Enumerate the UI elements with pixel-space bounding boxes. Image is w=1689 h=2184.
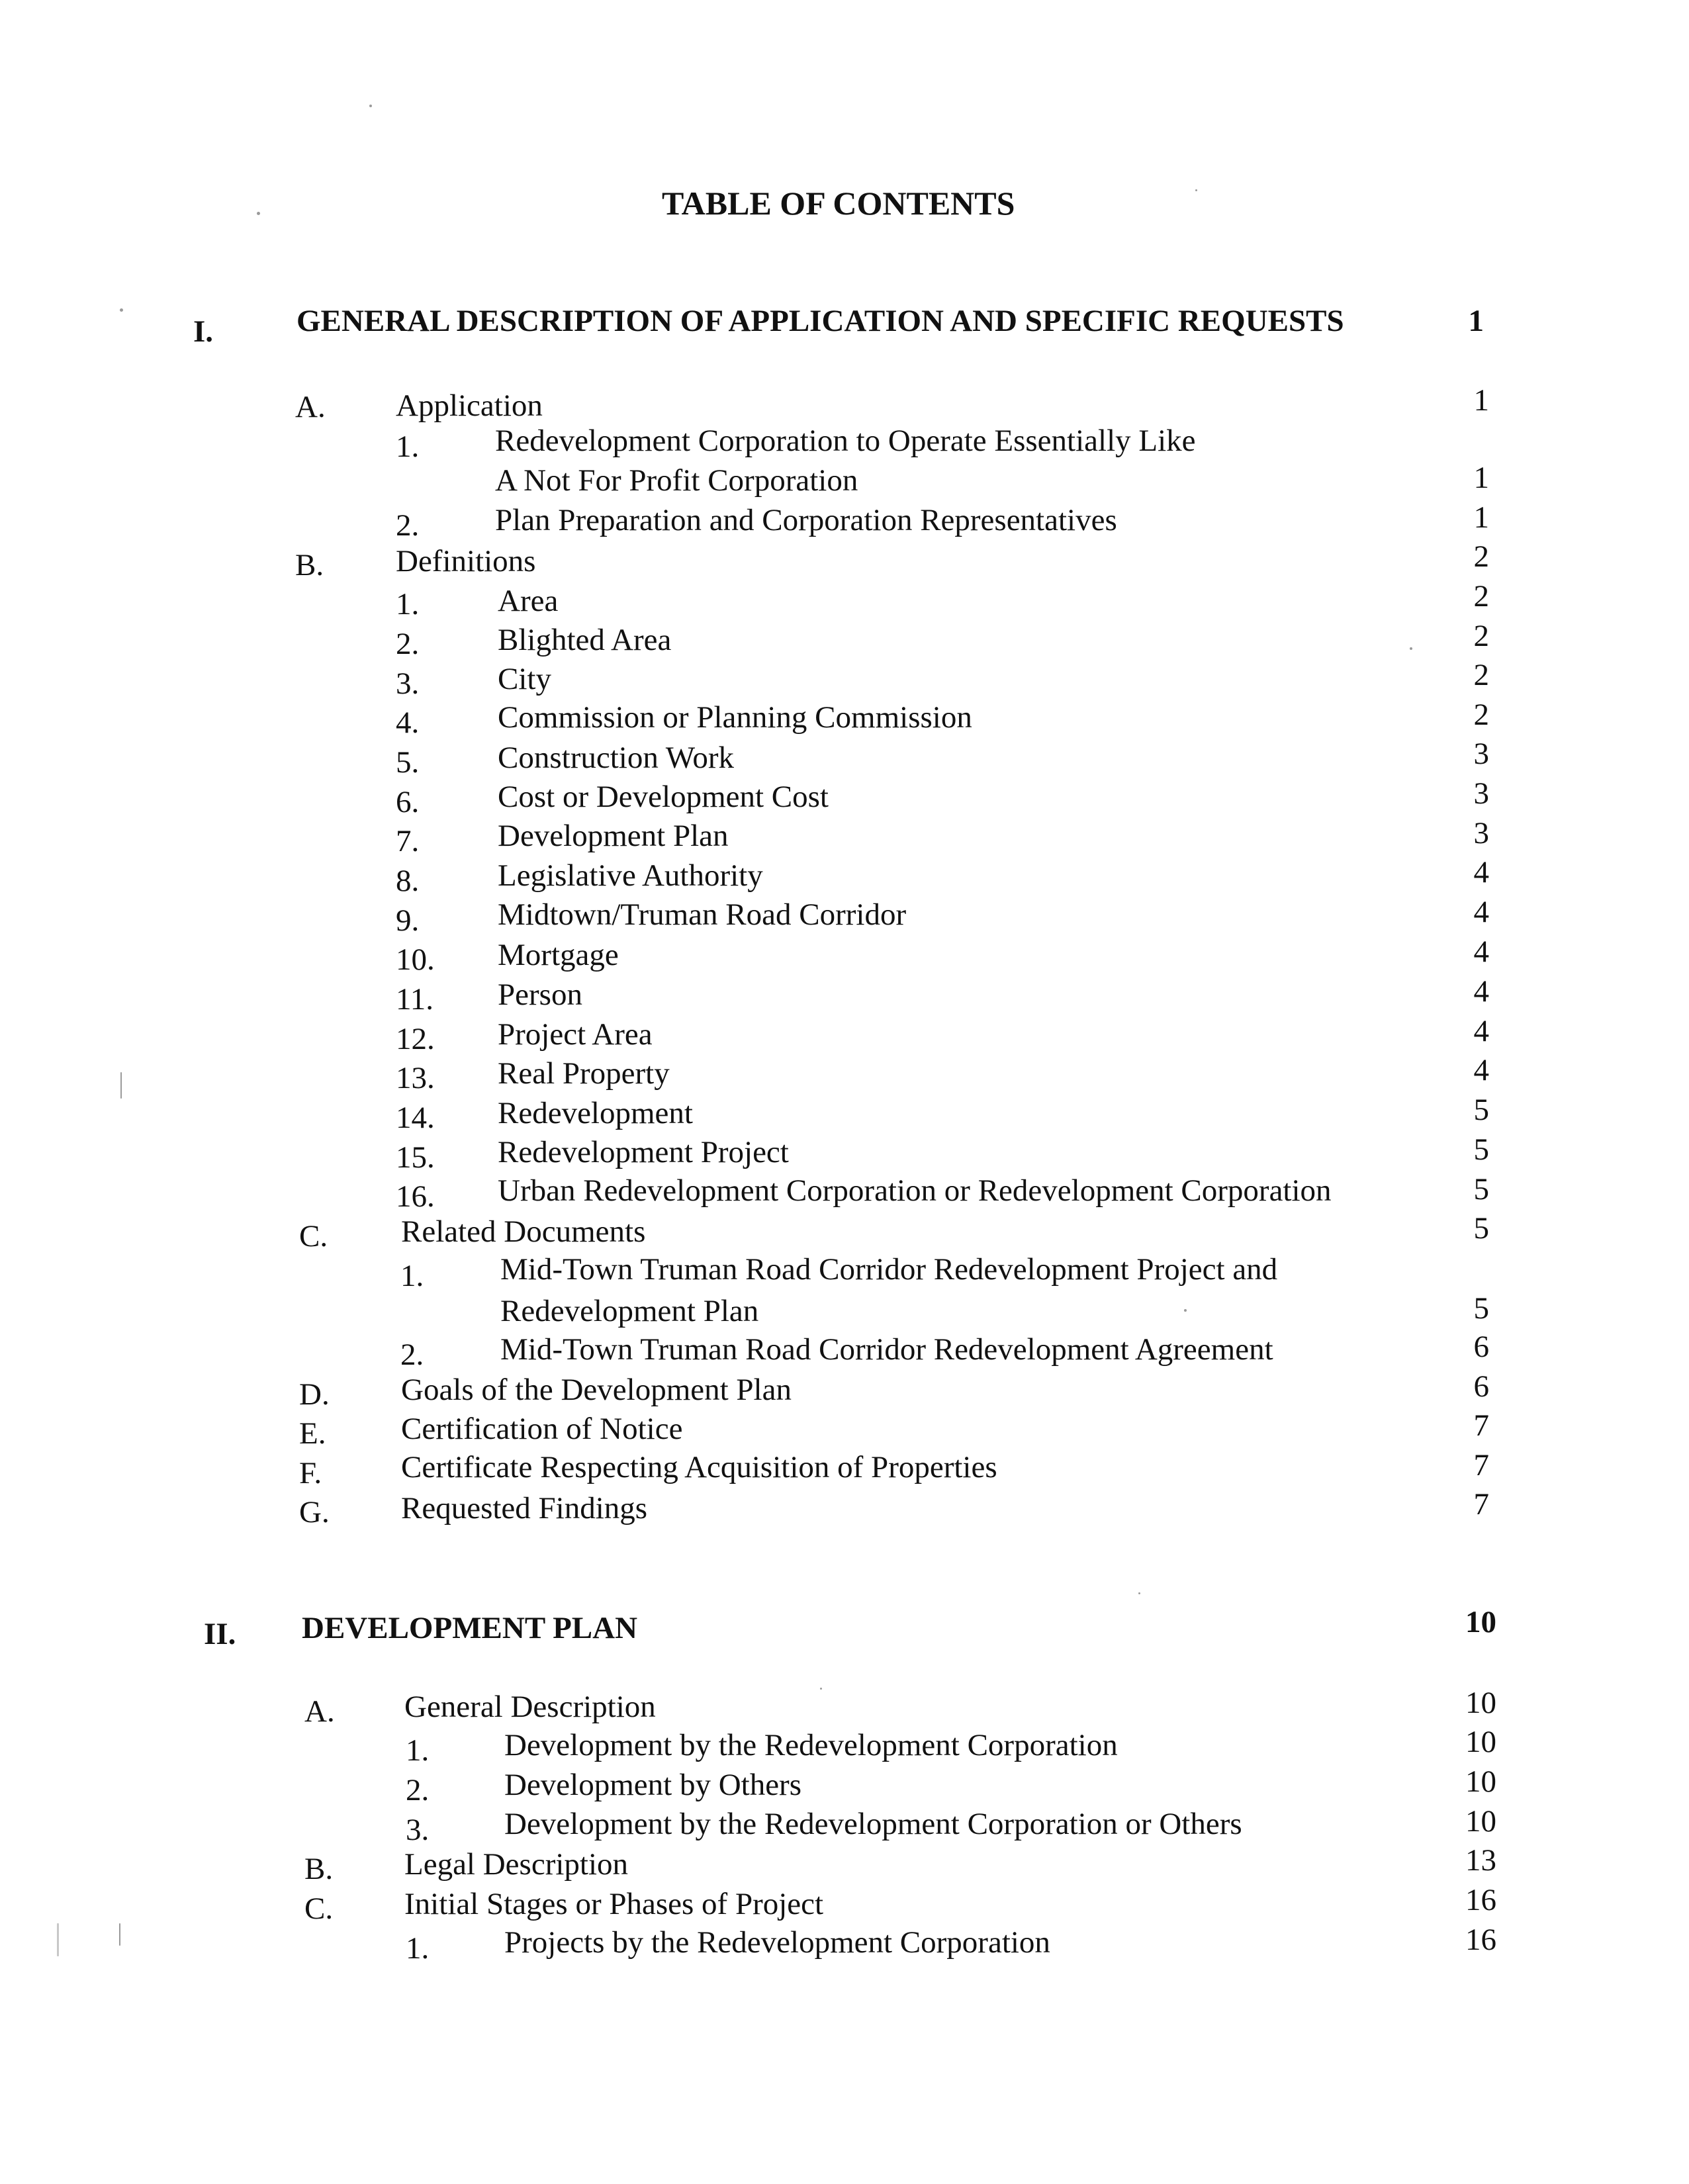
subitem-title: Development Plan [498,819,729,853]
subitem-page: 1 [1473,461,1489,495]
subitem-num: 5. [396,745,420,780]
scan-speck [119,1923,120,1946]
subitem-title: Project Area [498,1017,653,1052]
subitem-page: 6 [1473,1330,1489,1364]
subitem-page: 3 [1473,816,1489,850]
subitem-page: 10 [1465,1804,1496,1839]
subitem-title: Development by the Redevelopment Corporation or Others [504,1807,1242,1841]
section-title: DEVELOPMENT PLAN [302,1611,638,1645]
subitem-num: 7. [396,824,420,858]
subitem-page: 5 [1473,1291,1489,1326]
subitem-title: Projects by the Redevelopment Corporation [504,1925,1050,1960]
subitem-page: 5 [1473,1132,1489,1167]
item-page: 5 [1473,1211,1489,1246]
subitem-num: 12. [396,1022,435,1056]
subitem-page: 10 [1465,1725,1496,1759]
subitem-page: 4 [1473,855,1489,889]
item-title: Requested Findings [401,1491,648,1525]
item-letter: C. [304,1891,334,1926]
item-letter: A. [304,1694,335,1729]
scan-speck [369,105,372,107]
item-title: Application [396,388,543,423]
scan-speck [1138,1592,1140,1594]
subitem-num: 2. [396,627,420,661]
item-title: Goals of the Development Plan [401,1373,792,1407]
subitem-num: 3. [406,1813,430,1847]
scan-speck [1195,189,1197,191]
subitem-title: Commission or Planning Commission [498,700,972,735]
section-page: 1 [1468,304,1484,338]
scan-speck [1184,1309,1187,1312]
subitem-num: 2. [406,1773,430,1807]
item-page: 13 [1465,1843,1496,1878]
item-title: Legal Description [404,1847,629,1882]
subitem-title: Area [498,584,559,618]
section-title: GENERAL DESCRIPTION OF APPLICATION AND SPECIFIC REQUESTS [297,304,1344,338]
scan-speck [120,308,123,312]
section-numeral: I. [193,314,214,349]
subitem-title: Real Property [498,1056,670,1091]
section-page: 10 [1465,1605,1496,1639]
subitem-num: 15. [396,1140,435,1175]
item-page: 2 [1473,539,1489,574]
subitem-num: 1. [400,1259,424,1293]
subitem-title: Person [498,978,582,1012]
subitem-title: Development by the Redevelopment Corporation [504,1728,1118,1762]
subitem-page: 4 [1473,895,1489,929]
subitem-page: 2 [1473,698,1489,732]
subitem-title: Redevelopment Corporation to Operate Essentially Like [495,424,1196,458]
subitem-title: Blighted Area [498,623,672,657]
item-page: 16 [1465,1883,1496,1917]
scan-speck [57,1923,59,1956]
subitem-title: Midtown/Truman Road Corridor [498,897,907,932]
subitem-num: 1. [406,1733,430,1768]
item-letter: B. [295,548,324,582]
subitem-title: Mortgage [498,938,619,972]
subitem-title: Legislative Authority [498,858,763,893]
subitem-num: 2. [396,508,420,543]
item-title: Definitions [396,544,536,578]
subitem-page: 5 [1473,1093,1489,1127]
subitem-title: Urban Redevelopment Corporation or Redevelopment Corporation [498,1173,1332,1208]
subitem-title-cont: A Not For Profit Corporation [495,463,858,498]
section-numeral: II. [204,1617,236,1651]
item-letter: F. [299,1456,322,1490]
subitem-page: 2 [1473,619,1489,653]
subitem-page: 1 [1473,500,1489,535]
subitem-num: 13. [396,1061,435,1095]
item-page: 7 [1473,1487,1489,1522]
subitem-title: Plan Preparation and Corporation Representatives [495,503,1117,537]
subitem-title: Construction Work [498,741,734,775]
item-page: 7 [1473,1448,1489,1482]
subitem-title: City [498,662,551,696]
subitem-num: 11. [396,982,434,1017]
subitem-page: 2 [1473,658,1489,692]
subitem-page: 5 [1473,1172,1489,1206]
item-page: 7 [1473,1408,1489,1443]
subitem-num: 1. [396,587,420,621]
item-letter: E. [299,1416,326,1451]
page-title: TABLE OF CONTENTS [662,185,1015,222]
subitem-title: Redevelopment Project [498,1135,789,1169]
subitem-num: 6. [396,785,420,819]
subitem-num: 8. [396,864,420,898]
item-title: Initial Stages or Phases of Project [404,1887,824,1921]
subitem-page: 10 [1465,1764,1496,1799]
subitem-page: 4 [1473,1053,1489,1087]
item-letter: G. [299,1495,330,1529]
subitem-num: 3. [396,666,420,701]
item-letter: A. [295,390,326,424]
subitem-page: 3 [1473,776,1489,811]
item-title: Certification of Notice [401,1412,683,1446]
subitem-title: Redevelopment [498,1096,693,1130]
subitem-title: Mid-Town Truman Road Corridor Redevelopment Project and [500,1252,1278,1287]
subitem-num: 1. [406,1931,430,1966]
subitem-title: Mid-Town Truman Road Corridor Redevelopment Agreement [500,1332,1273,1367]
subitem-page: 4 [1473,1014,1489,1048]
subitem-page: 3 [1473,737,1489,771]
subitem-num: 1. [396,430,420,464]
item-title: Related Documents [401,1214,646,1249]
item-page: 1 [1473,383,1489,418]
subitem-num: 9. [396,903,420,938]
subitem-title: Cost or Development Cost [498,780,829,814]
subitem-page: 2 [1473,579,1489,614]
subitem-num: 16. [396,1179,435,1214]
item-page: 10 [1465,1686,1496,1720]
scan-speck [1410,647,1412,650]
subitem-num: 14. [396,1101,435,1135]
subitem-title: Development by Others [504,1768,802,1802]
item-letter: D. [299,1377,330,1412]
subitem-page: 16 [1465,1923,1496,1957]
item-letter: B. [304,1852,334,1886]
subitem-num: 10. [396,942,435,977]
scan-speck [820,1688,822,1690]
scan-speck [257,212,260,215]
subitem-page: 4 [1473,934,1489,969]
subitem-num: 4. [396,705,420,740]
scan-speck [120,1072,122,1099]
subitem-title-cont: Redevelopment Plan [500,1294,759,1328]
item-letter: C. [299,1219,328,1253]
subitem-num: 2. [400,1338,424,1372]
subitem-page: 4 [1473,974,1489,1009]
item-title: Certificate Respecting Acquisition of Properties [401,1450,997,1484]
item-page: 6 [1473,1369,1489,1404]
item-title: General Description [404,1690,656,1724]
